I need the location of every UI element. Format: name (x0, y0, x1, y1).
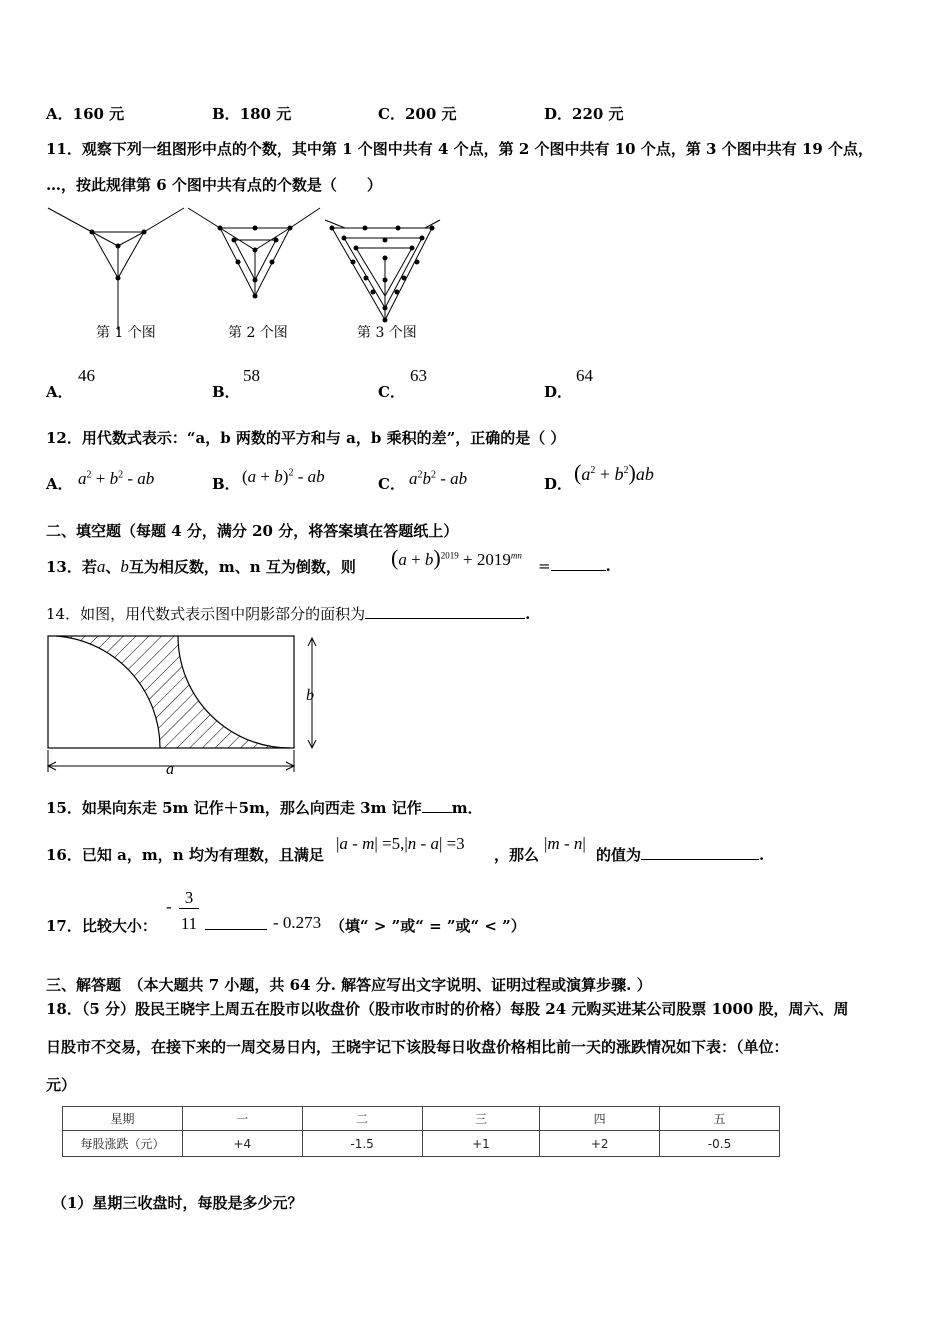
q12-stem: 12．用代数式表示：“a，b 两数的平方和与 a，b 乘积的差”，正确的是（ ） (46, 429, 566, 447)
section3-title: 三、解答题 （本大题共 7 小题，共 64 分. 解答应写出文字说明、证明过程或演算步骤. ） (46, 976, 652, 994)
q12-option-c-formula: $a^2b^2$ - ab (409, 469, 468, 488)
section2-title: 二、填空题（每题 4 分，满分 20 分，将答案填在答题纸上） (46, 522, 459, 540)
table-row (63, 1107, 780, 1131)
q17-numerator: 3 (179, 888, 199, 909)
q17-blank[interactable] (205, 915, 267, 930)
q11-option-b-label: B． (212, 383, 240, 401)
q10-option-a: A．160 元 (46, 105, 125, 123)
q13-line: 13．若a、b互为相反数，m、n 互为倒数，则 (46, 557, 356, 576)
q12-option-b-formula: $(a + b)^2$ - ab (242, 467, 325, 486)
q17-hint: （填“ > ”或“ = ”或“ < ”） (330, 917, 526, 935)
q12-option-a-formula: $a^2 + b^2$ - ab (78, 469, 155, 488)
q15-blank[interactable] (422, 798, 452, 813)
q16-mid: ，那么 (494, 846, 540, 864)
table-cell: +4 (182, 1131, 302, 1157)
q12-option-c-label: C． (378, 475, 405, 493)
table-cell: 四 (540, 1107, 660, 1131)
q17-rhs: - 0.273 (273, 913, 322, 932)
table-cell: 五 (660, 1107, 780, 1131)
q12-option-d-label: D． (544, 475, 573, 493)
q11-option-d-label: D． (544, 383, 573, 401)
table-cell: -1.5 (302, 1131, 422, 1157)
q11-option-a-value: 46 (78, 366, 95, 385)
q11-option-a-label: A． (46, 383, 73, 401)
q11-stem-line1: 11．观察下列一组图形中点的个数，其中第 1 个图中共有 4 个点，第 2 个图中共有 10 个点，第 3 个图中共有 19 个点， (46, 140, 874, 158)
q18-line1: 18．（5 分）股民王晓宇上周五在股市以收盘价（股市收市时的价格）每股 24 元购买进某公司股票 1000 股，周六、周 (46, 1000, 849, 1018)
q11-option-c-value: 63 (410, 366, 427, 385)
q11-stem-line2: …，按此规律第 6 个图中共有点的个数是（ ） (46, 176, 382, 194)
q16-answer: 的值为 . (596, 846, 765, 864)
q17-neg: - (166, 897, 172, 916)
q16-expression: |m - n| (544, 834, 586, 853)
q10-option-b: B．180 元 (212, 105, 292, 123)
q13-answer: = . (538, 557, 611, 575)
q15-stem: 15．如果向东走 5m 记作＋5m，那么向西走 3m 记作 m． (46, 799, 483, 817)
q11-fig3-label: 第 3 个图 (357, 325, 417, 341)
q11-fig2-label: 第 2 个图 (228, 325, 288, 341)
table-cell: 每股涨跌（元） (63, 1131, 183, 1157)
q11-option-c-label: C． (378, 383, 405, 401)
table-cell: 二 (302, 1107, 422, 1131)
q11-option-d-value: 64 (576, 366, 593, 385)
q16-prefix: 16．已知 a，m，n 均为有理数，且满足 (46, 846, 324, 864)
q11-option-b-value: 58 (243, 366, 260, 385)
q17-denominator: 11 (180, 914, 198, 933)
q12-option-d-formula: $(a^2 + b^2)ab$ (574, 460, 654, 485)
q14-figure (40, 630, 330, 780)
q14-blank[interactable] (365, 604, 525, 619)
q14-label-b: b (306, 687, 314, 704)
q18-line3: 元） (46, 1076, 77, 1094)
table-cell: -0.5 (660, 1131, 780, 1157)
q11-fig1-label: 第 1 个图 (96, 325, 156, 341)
table-row (63, 1131, 780, 1157)
q16-blank[interactable] (641, 845, 759, 860)
q14-stem: 14．如图，用代数式表示图中阴影部分的面积为 . (46, 605, 531, 623)
q10-option-d: D．220 元 (544, 105, 624, 123)
q13-blank[interactable] (551, 556, 606, 571)
table-cell: 星期 (63, 1107, 183, 1131)
q14-label-a: a (166, 761, 174, 778)
q18-price-table (62, 1106, 780, 1157)
q17-prefix: 17．比较大小： (46, 917, 157, 935)
table-cell: +1 (422, 1131, 540, 1157)
q18-sub1: （1）星期三收盘时，每股是多少元？ (52, 1194, 303, 1212)
q12-option-a-label: A． (46, 475, 73, 493)
q12-option-b-label: B． (212, 475, 240, 493)
table-cell: +2 (540, 1131, 660, 1157)
table-cell: 三 (422, 1107, 540, 1131)
q10-option-c: C．200 元 (378, 105, 457, 123)
q18-line2: 日股市不交易，在接下来的一周交易日内，王晓宇记下该股每日收盘价格相比前一天的涨跌情况如下表：（单位： (46, 1038, 789, 1056)
q13-expression: $(a + b)^{2019} + 2019^{mn}$ (391, 545, 522, 570)
q16-condition: |a - m| =5,|n - a| =3 (336, 834, 465, 853)
table-cell: 一 (182, 1107, 302, 1131)
